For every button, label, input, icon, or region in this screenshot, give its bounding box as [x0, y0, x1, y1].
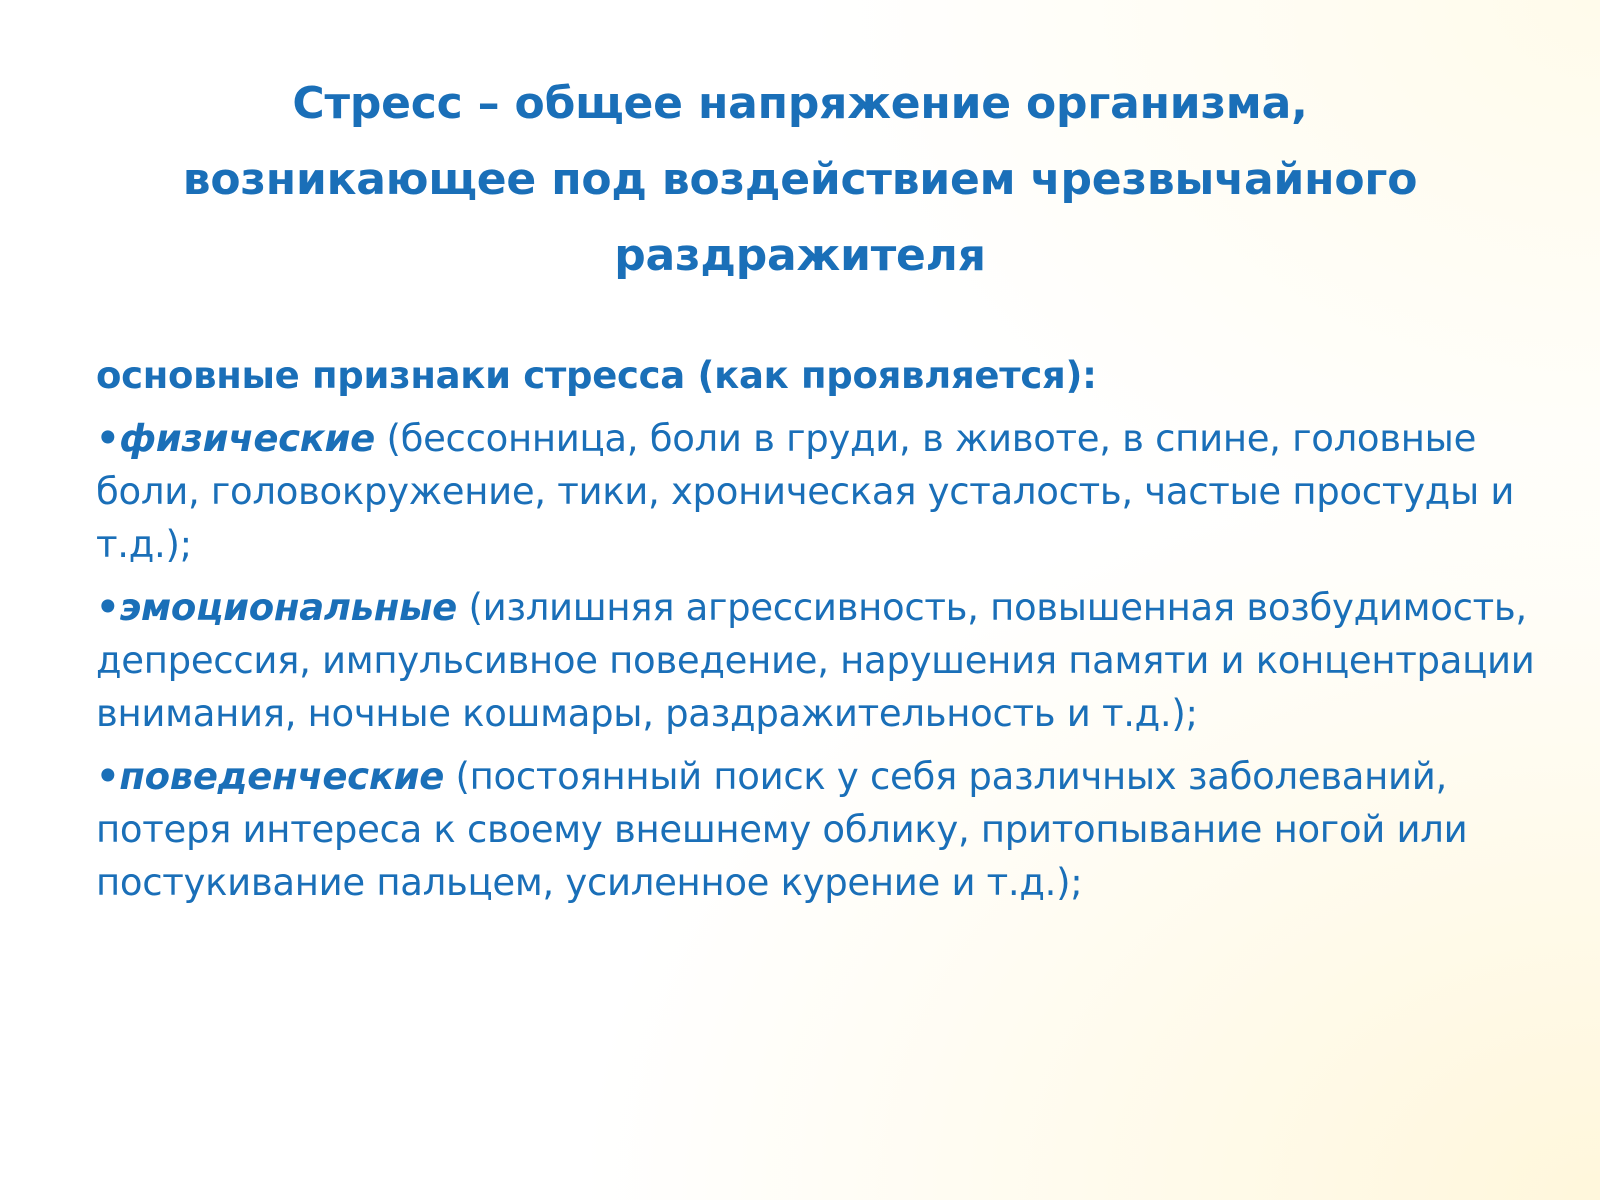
item-term: эмоциональные [119, 586, 457, 629]
item-text: (излишняя агрессивность, повышенная возбудимость, депрессия, импульсивное поведение, нарушения памяти и концентрации внимания, ночные кошмары, раздражительность и т.д.); [96, 586, 1535, 735]
lead-heading: основные признаки стресса (как проявляется): [96, 354, 1097, 397]
title-line-3: раздражителя [614, 230, 986, 281]
list-item-physical [96, 412, 1536, 571]
title-line-2: возникающее под воздействием чрезвычайного [182, 154, 1418, 205]
slide-body [96, 350, 1536, 919]
item-term: поведенческие [119, 755, 445, 798]
bullet: • [96, 755, 120, 798]
bullet: • [96, 417, 120, 460]
bullet: • [96, 586, 120, 629]
slide-title [100, 66, 1500, 294]
list-item-behavioral [96, 750, 1536, 909]
item-text: (бессонница, боли в груди, в животе, в спине, головные боли, головокружение, тики, хроническая усталость, частые простуды и т.д.); [96, 417, 1515, 566]
title-line-1: Стресс – общее напряжение организма, [292, 78, 1308, 129]
item-term: физические [119, 417, 375, 460]
item-text: (постоянный поиск у себя различных заболеваний, потеря интереса к своему внешнему облику, притопывание ногой или постукивание пальцем, усиленное курение и т.д.); [96, 755, 1468, 904]
list-item-emotional [96, 581, 1536, 740]
